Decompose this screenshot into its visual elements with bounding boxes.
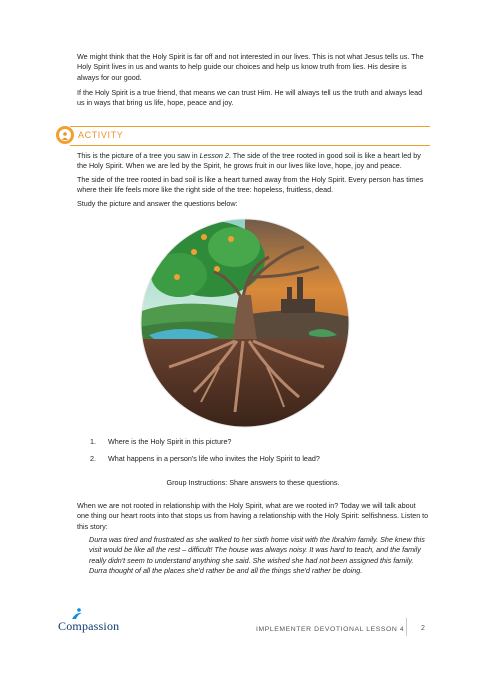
logo-wordmark: Compassion <box>58 619 120 633</box>
footer-divider <box>406 618 407 636</box>
intro-paragraph-1: We might think that the Holy Spirit is far off and not interested in our lives. This is not what Jesus tells us. The Holy Spirit lives in us and wants to help guide our choices and help us know truth from lies. His desire is always for our good. <box>77 52 424 82</box>
activity-instruction: Study the picture and answer the questions below: <box>77 199 238 208</box>
tree-illustration <box>139 217 351 429</box>
activity-badge-icon <box>56 126 74 144</box>
question-item: 2. What happens in a person's life who invites the Holy Spirit to lead? <box>90 454 320 464</box>
activity-heading: ACTIVITY <box>78 130 124 140</box>
activity-paragraph-2: The side of the tree rooted in bad soil is like a heart turned away from the Holy Spirit. Every person has times where their life feels more like the right side of the tree: hopeless, fruitless, dead. <box>77 175 424 195</box>
activity-rule-top <box>70 126 430 127</box>
story-paragraph: Durra was tired and frustrated as she walked to her sixth home visit with the Ibrahim family. She knew this visit would be like all the rest – difficult! The house was always noisy. It was hard to teach, and the family really didn't seem to understand anything she said. She wished she had not been assigned this family. Durra thought of all the places she'd rather be and all the things she'd rather be doing. <box>89 535 425 576</box>
selfishness-paragraph: When we are not rooted in relationship with the Holy Spirit, what are we rooted in? Today we will talk about one thing our heart roots into that stops us from having a relationship with the Holy Spirit: selfishness. Listen to this story: <box>77 501 429 531</box>
intro-paragraph-2: If the Holy Spirit is a true friend, that means we can trust Him. He will always tell us the truth and always lead us in ways that bring us life, hope, peace and joy. <box>77 88 423 108</box>
compassion-logo <box>58 608 128 634</box>
activity-people-icon <box>59 130 71 142</box>
page-number: 2 <box>421 625 425 632</box>
question-item: 1. Where is the Holy Spirit in this picture? <box>90 437 232 446</box>
activity-rule-bottom <box>70 145 430 146</box>
question-list <box>90 437 420 472</box>
footer-label: IMPLEMENTER DEVOTIONAL LESSON 4 <box>256 626 405 633</box>
activity-header <box>56 126 430 146</box>
activity-paragraph-1: This is the picture of a tree you saw in Lesson 2. The side of the tree rooted in good soil is like a heart led by the Holy Spirit. When we are led by the Spirit, he grows fruit in our lives like love, hope, joy and peace. <box>77 151 421 171</box>
group-instructions: Group Instructions: Share answers to these questions. <box>166 478 340 487</box>
